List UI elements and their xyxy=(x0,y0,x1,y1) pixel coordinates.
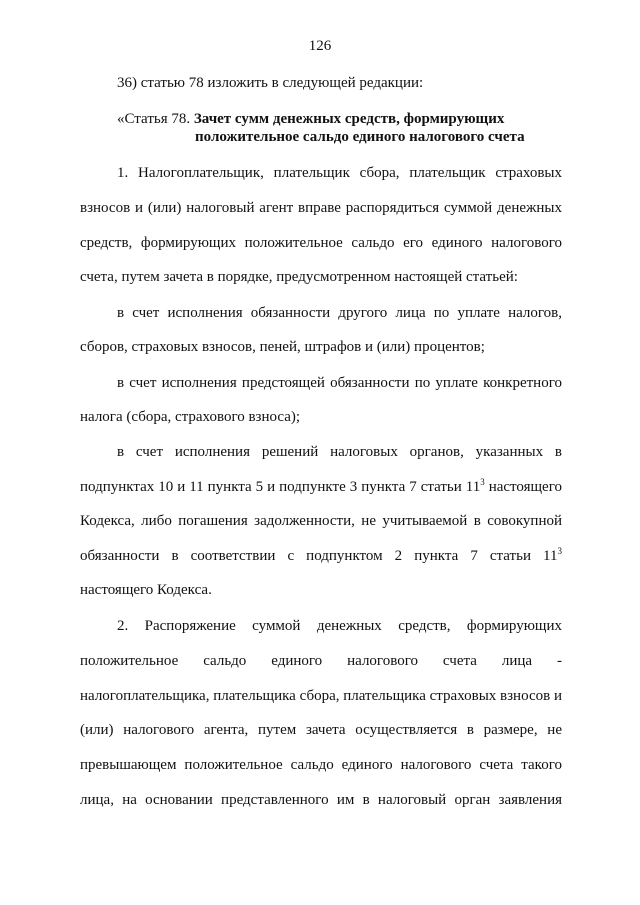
paragraph2-line1: 2. Распоряжение суммой денежных средств, формирующих xyxy=(117,618,562,634)
item3-line4-text: обязанности в соответствии с подпунктом 2 пункта 7 статьи 11 xyxy=(80,548,558,564)
paragraph1-line4: счета, путем зачета в порядке, предусмотренном настоящей статьей: xyxy=(80,269,518,285)
paragraph2-line5: превышающем положительное сальдо единого налогового счета такого xyxy=(80,757,562,773)
item3-line1: в счет исполнения решений налоговых органов, указанных в xyxy=(117,444,562,460)
paragraph1-line1: 1. Налогоплательщик, плательщик сбора, плательщик страховых xyxy=(117,165,562,181)
item1-line1: в счет исполнения обязанности другого лица по уплате налогов, xyxy=(117,305,562,321)
item3-line2-superscript: 3 xyxy=(480,477,485,487)
intro-line: 36) статью 78 изложить в следующей редакции: xyxy=(117,75,424,91)
article-title-part2: положительное сальдо единого налогового счета xyxy=(195,129,525,145)
paragraph1-line2: взносов и (или) налоговый агент вправе распорядиться суммой денежных xyxy=(80,200,562,216)
page-number: 126 xyxy=(308,38,332,54)
item1-line2: сборов, страховых взносов, пеней, штрафов и (или) процентов; xyxy=(80,339,485,355)
item3-line4 xyxy=(80,547,562,565)
item3-line5: настоящего Кодекса. xyxy=(80,582,212,598)
item3-line2 xyxy=(80,478,562,496)
article-prefix: «Статья 78. xyxy=(117,111,191,127)
item3-line4-superscript: 3 xyxy=(557,546,562,556)
paragraph2-line3: налогоплательщика, плательщика сбора, плательщика страховых взносов и xyxy=(80,688,562,704)
article-title-part1: Зачет сумм денежных средств, формирующих xyxy=(193,111,505,127)
paragraph1-line3: средств, формирующих положительное сальдо его единого налогового xyxy=(80,235,562,251)
article-heading-line1 xyxy=(117,110,504,128)
paragraph2-line6: лица, на основании представленного им в налоговый орган заявления xyxy=(80,792,562,808)
paragraph2-line4: (или) налогового агента, путем зачета осуществляется в размере, не xyxy=(80,722,562,738)
item3-line2-text: подпунктах 10 и 11 пункта 5 и подпункте 3 пункта 7 статьи 11 xyxy=(80,479,481,495)
paragraph2-line2: положительное сальдо единого налогового счета лица - xyxy=(80,653,562,669)
item2-line1: в счет исполнения предстоящей обязанности по уплате конкретного xyxy=(117,375,562,391)
item3-line2-tail: настоящего xyxy=(484,479,562,495)
item3-line3: Кодекса, либо погашения задолженности, не учитываемой в совокупной xyxy=(80,513,562,529)
item2-line2: налога (сбора, страхового взноса); xyxy=(80,409,301,425)
